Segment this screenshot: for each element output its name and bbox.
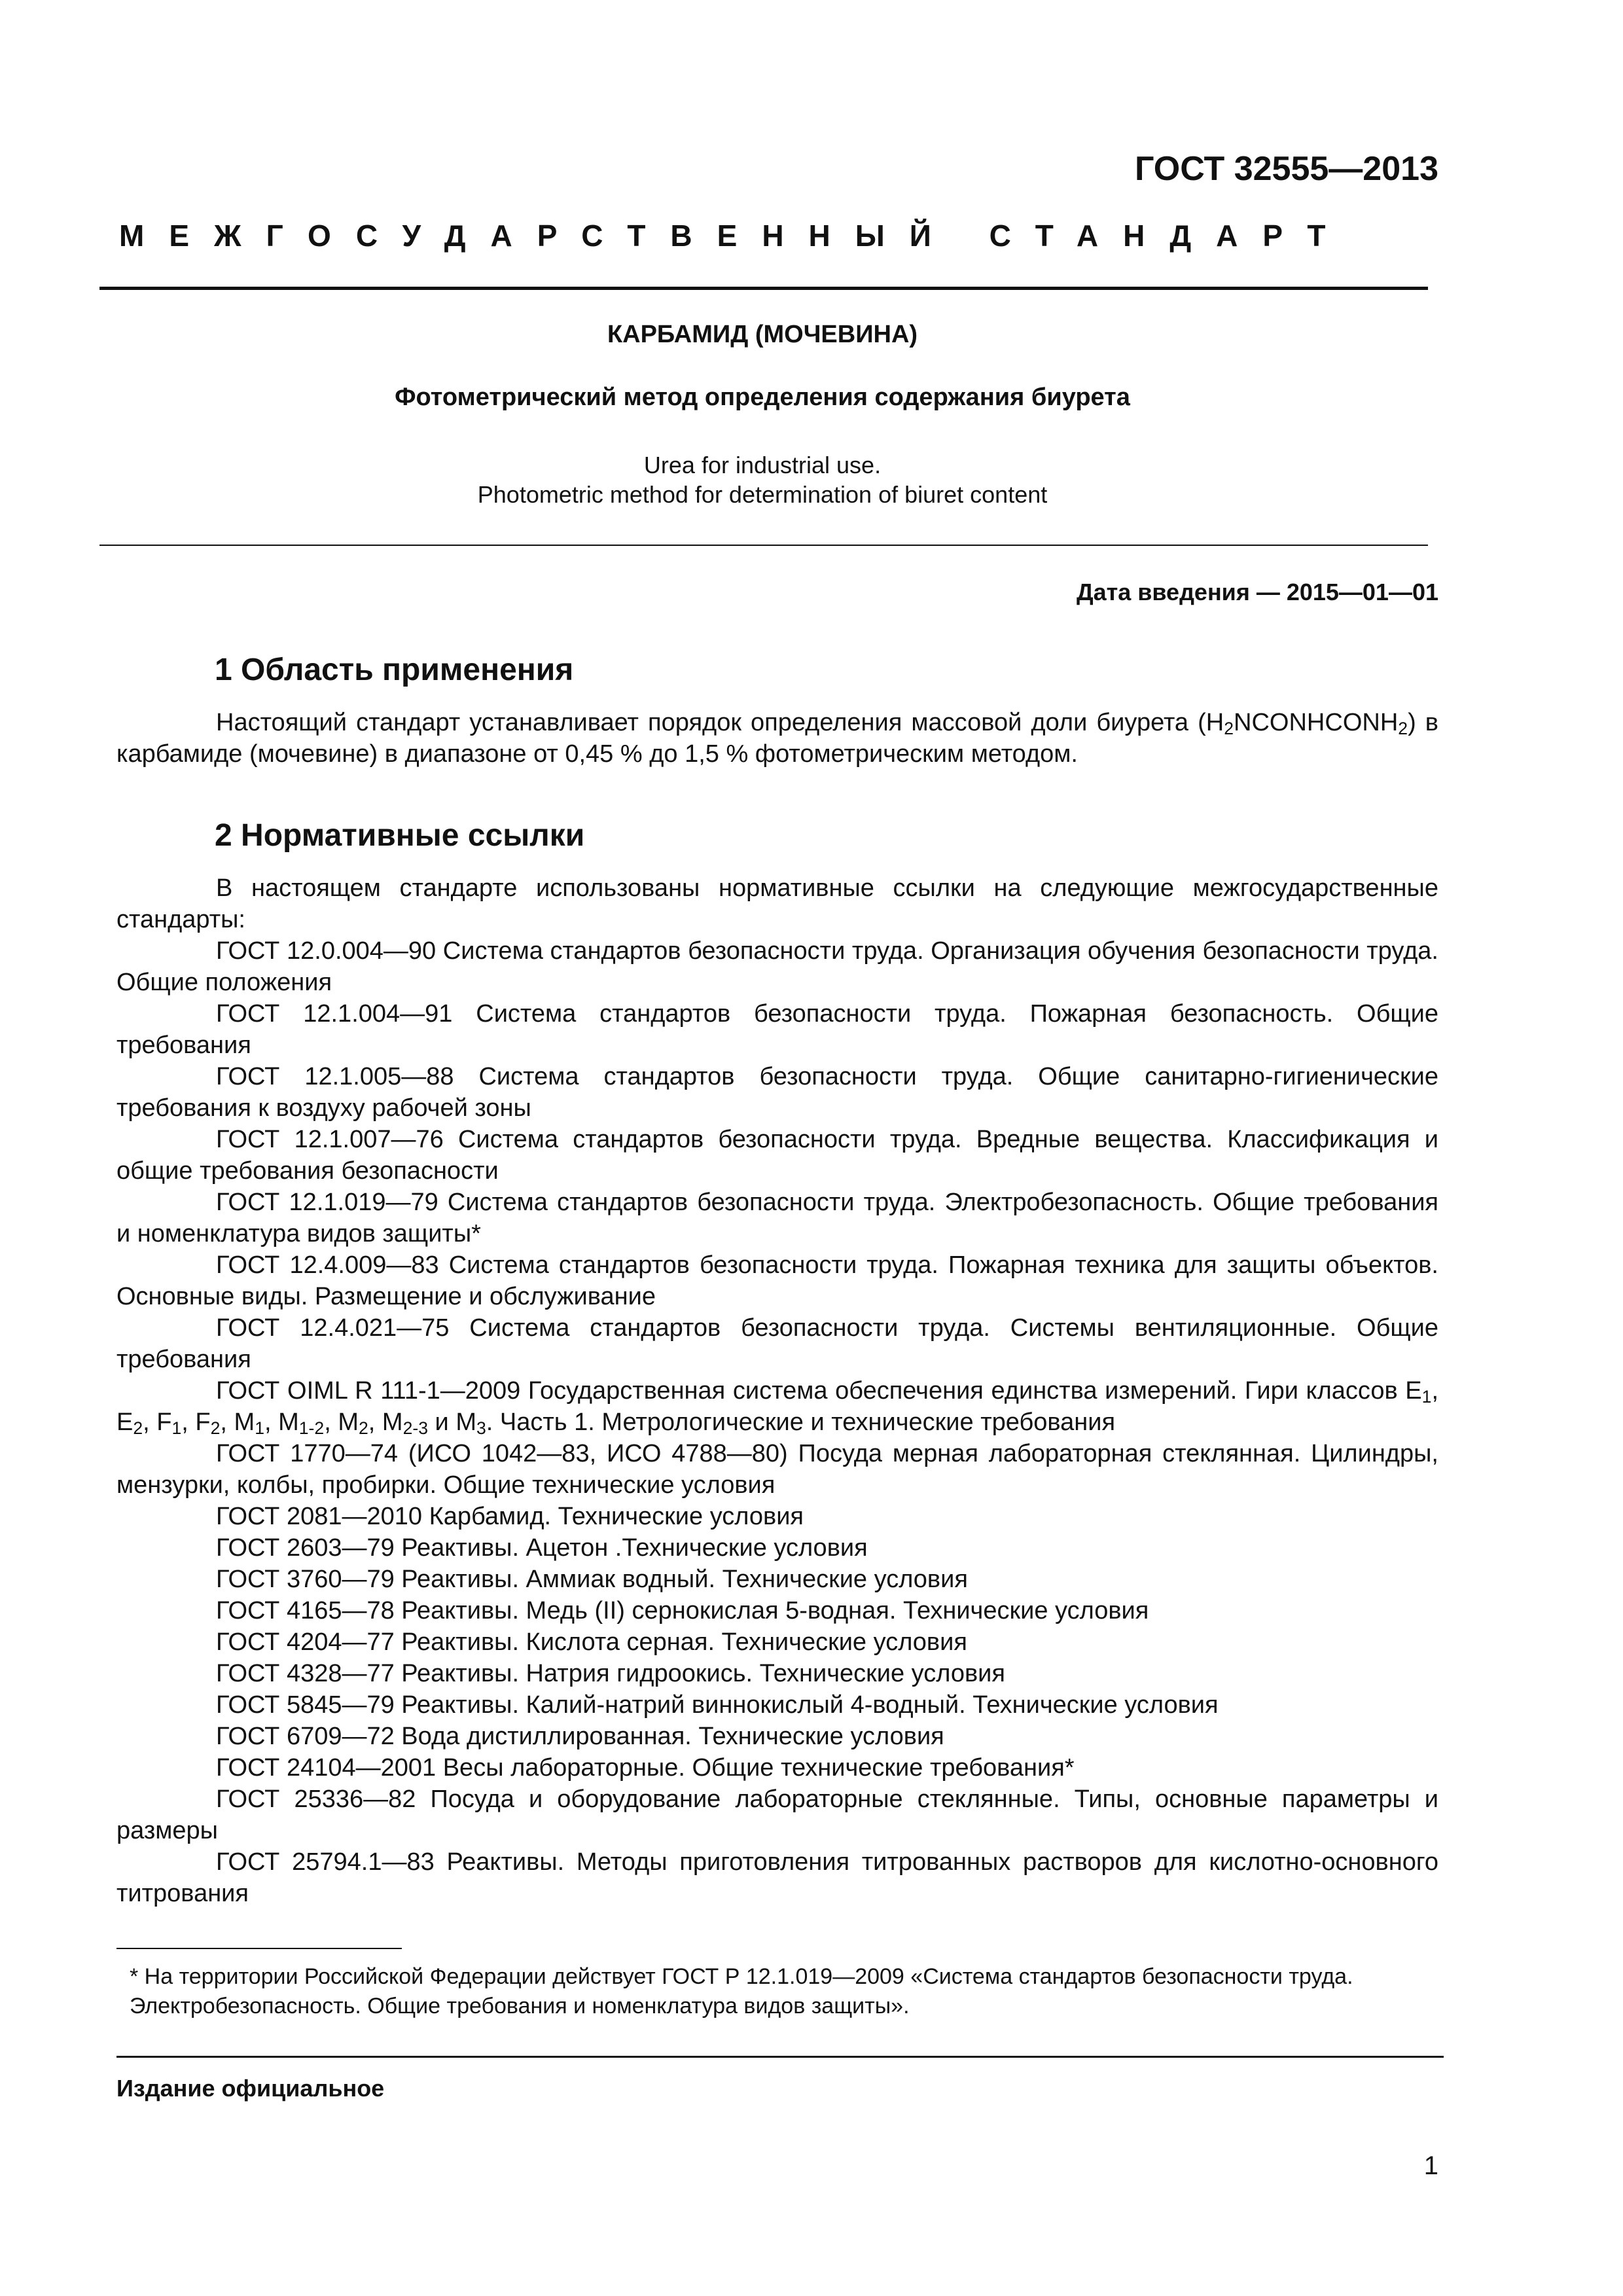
reference-item: ГОСТ 2081—2010 Карбамид. Технические условия [216, 1503, 804, 1530]
oiml-subscript: 1 [171, 1418, 182, 1438]
scope-text-c: ) в карбамиде (мочевине) в диапазоне от 0,45 % до 1,5 % фотометрическим методом. [116, 709, 1438, 768]
scope-paragraph [116, 707, 1438, 770]
scope-subscript: 2 [1224, 718, 1234, 738]
oiml-text: , M [264, 1408, 299, 1436]
scope-subscript: 2 [1398, 718, 1408, 738]
page-number: 1 [1423, 2151, 1438, 2180]
oiml-subscript: 2 [133, 1418, 143, 1438]
scope-text-b: NCONHCONH [1234, 709, 1399, 736]
reference-item-oiml [116, 1375, 1438, 1438]
oiml-text: , M [324, 1408, 359, 1436]
reference-item: ГОСТ 6709—72 Вода дистиллированная. Технические условия [216, 1723, 944, 1750]
document-subtitle: Фотометрический метод определения содержания биурета [395, 384, 1130, 411]
section-2-heading: 2 Нормативные ссылки [215, 818, 585, 853]
section-2-body [116, 872, 1438, 1909]
oiml-text: и M [428, 1408, 476, 1436]
reference-item: ГОСТ 12.0.004—90 Система стандартов безопасности труда. Организация обучения безопасности труда. Общие положения [116, 937, 1438, 996]
section-1-body [116, 707, 1438, 770]
reference-item: ГОСТ 12.1.019—79 Система стандартов безопасности труда. Электробезопасность. Общие требования и номенклатура видов защиты* [116, 1189, 1438, 1247]
reference-item: ГОСТ 4204—77 Реактивы. Кислота серная. Технические условия [216, 1628, 967, 1656]
footer-divider [116, 2056, 1444, 2058]
standard-number: ГОСТ 32555—2013 [1135, 150, 1438, 188]
reference-item: ГОСТ 12.1.004—91 Система стандартов безопасности труда. Пожарная безопасность. Общие требования [116, 1000, 1438, 1059]
oiml-text: ГОСТ OIML R 111-1—2009 Государственная система обеспечения единства измерений. Гири классов E [216, 1377, 1422, 1405]
english-title-line-1: Urea for industrial use. [643, 452, 882, 478]
oiml-text: , E [116, 1377, 1438, 1436]
reference-item: ГОСТ 12.4.021—75 Система стандартов безопасности труда. Системы вентиляционные. Общие требования [116, 1314, 1438, 1373]
reference-item: ГОСТ 25336—82 Посуда и оборудование лабораторные стеклянные. Типы, основные параметры и размеры [116, 1785, 1438, 1844]
official-edition-label: Издание официальное [116, 2075, 385, 2102]
english-title [0, 450, 1525, 509]
footnote-separator [116, 1948, 402, 1949]
reference-item: ГОСТ 24104—2001 Весы лабораторные. Общие технические требования* [216, 1754, 1075, 1782]
reference-item: ГОСТ 12.1.005—88 Система стандартов безопасности труда. Общие санитарно-гигиенические требования к воздуху рабочей зоны [116, 1063, 1438, 1122]
header-divider [99, 287, 1428, 290]
reference-item: ГОСТ 12.1.007—76 Система стандартов безопасности труда. Вредные вещества. Классификация и общие требования безопасности [116, 1126, 1438, 1185]
oiml-text: . Часть 1. Метрологические и технические требования [486, 1408, 1116, 1436]
reference-item: ГОСТ 5845—79 Реактивы. Калий-натрий виннокислый 4-водный. Технические условия [216, 1691, 1219, 1719]
reference-item: ГОСТ 1770—74 (ИСО 1042—83, ИСО 4788—80) Посуда мерная лабораторная стеклянная. Цилиндры, мензурки, колбы, пробирки. Общие технические условия [116, 1440, 1438, 1499]
oiml-text: , M [368, 1408, 403, 1436]
scope-text-a: Настоящий стандарт устанавливает порядок определения массовой доли биурета (H [216, 709, 1224, 736]
reference-item: ГОСТ 25794.1—83 Реактивы. Методы приготовления титрованных растворов для кислотно-основного титрования [116, 1848, 1438, 1907]
oiml-subscript: 1 [255, 1418, 264, 1438]
reference-item: ГОСТ 3760—79 Реактивы. Аммиак водный. Технические условия [216, 1566, 968, 1593]
english-title-line-2: Photometric method for determination of biuret content [477, 481, 1048, 508]
title-divider [99, 545, 1428, 546]
oiml-text: , F [143, 1408, 172, 1436]
oiml-text: , F [181, 1408, 211, 1436]
reference-item: ГОСТ 4165—78 Реактивы. Медь (II) сернокислая 5-водная. Технические условия [216, 1597, 1149, 1624]
reference-item: ГОСТ 12.4.009—83 Система стандартов безопасности труда. Пожарная техника для защиты объектов. Основные виды. Размещение и обслуживание [116, 1251, 1438, 1310]
oiml-text: , M [220, 1408, 255, 1436]
oiml-subscript: 2-3 [402, 1418, 428, 1438]
oiml-subscript: 1 [1421, 1386, 1432, 1407]
reference-item: ГОСТ 4328—77 Реактивы. Натрия гидроокись. Технические условия [216, 1660, 1005, 1687]
references-intro: В настоящем стандарте использованы нормативные ссылки на следующие межгосударственные стандарты: [116, 874, 1438, 933]
oiml-subscript: 1-2 [298, 1418, 325, 1438]
oiml-subscript: 2 [358, 1418, 368, 1438]
reference-item: ГОСТ 2603—79 Реактивы. Ацетон .Технические условия [216, 1534, 868, 1562]
oiml-subscript: 3 [476, 1418, 486, 1438]
introduction-date: Дата введения — 2015—01—01 [1076, 579, 1438, 605]
oiml-subscript: 2 [210, 1418, 221, 1438]
footnote: * На территории Российской Федерации действует ГОСТ Р 12.1.019—2009 «Система стандартов безопасности труда. Электробезопасность. Общие требования и номенклатура видов защиты». [130, 1964, 1353, 2018]
section-1-heading: 1 Область применения [215, 653, 574, 687]
document-title: КАРБАМИД (МОЧЕВИНА) [607, 321, 918, 348]
interstate-standard-label: МЕЖГОСУДАРСТВЕННЫЙ СТАНДАРТ [119, 219, 1351, 253]
